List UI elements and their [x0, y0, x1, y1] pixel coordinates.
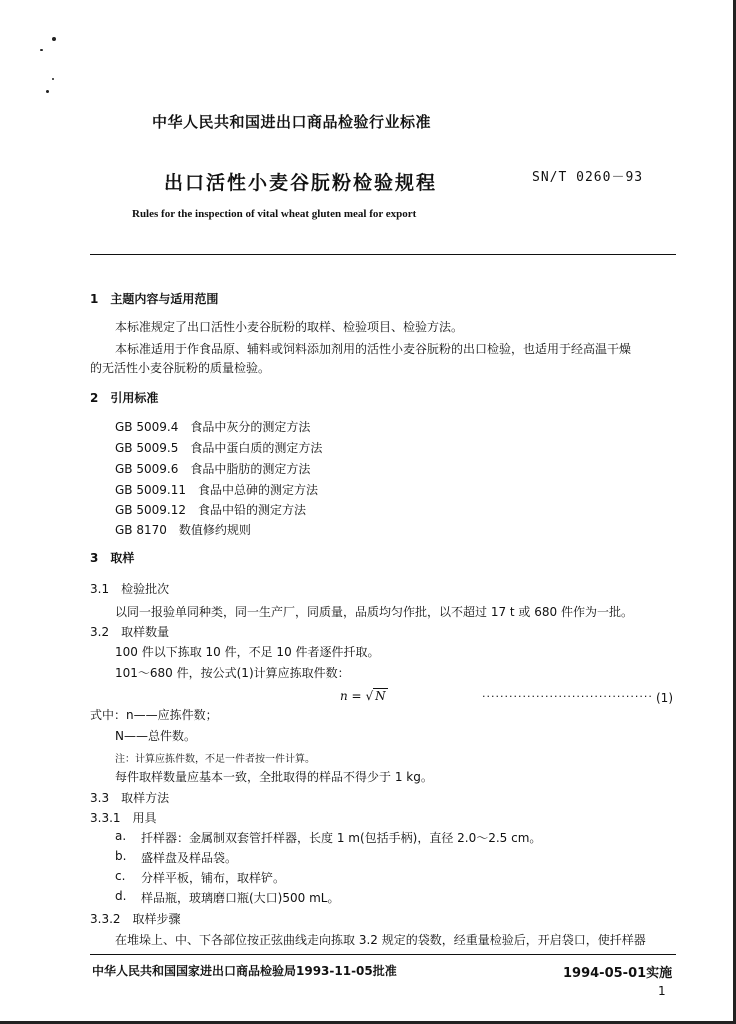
- section-2-heading: 2 引用标准: [90, 391, 159, 405]
- tool-item-text: 盛样盘及样品袋。: [141, 851, 238, 865]
- header-rule: [90, 254, 676, 255]
- reference-item: GB 5009.11 食品中总砷的测定方法: [115, 483, 318, 497]
- section-1-para-1: 本标准规定了出口活性小麦谷朊粉的取样、检验项目、检验方法。: [115, 320, 464, 334]
- section-3-3-2-text: 在堆垛上、中、下各部位按正弦曲线走向拣取 3.2 规定的袋数，经重量检验后，开启袋口，使扦样器: [115, 933, 646, 947]
- section-3-3-2-heading: 3.3.2 取样步骤: [90, 912, 181, 926]
- formula-where-2: N——总件数。: [115, 729, 196, 743]
- english-title: Rules for the inspection of vital wheat gluten meal for export: [132, 208, 417, 220]
- reference-item: GB 5009.5 食品中蛋白质的测定方法: [115, 441, 323, 455]
- tool-item-key: c.: [115, 869, 126, 883]
- section-1-para-2b: 的无活性小麦谷朊粉的质量检验。: [90, 361, 271, 375]
- page-number: 1: [658, 984, 666, 998]
- formula-radicand: N: [375, 689, 386, 703]
- approval-line: 中华人民共和国国家进出口商品检验局1993-11-05批准: [92, 964, 397, 978]
- formula-leader-dots: ······································: [482, 690, 653, 703]
- section-1-heading: 1 主题内容与适用范围: [90, 292, 219, 306]
- note: 注：计算应拣件数，不足一件者按一件计算。: [115, 754, 315, 765]
- sample-weight-text: 每件取样数量应基本一致，全批取得的样品不得少于 1 kg。: [115, 770, 433, 784]
- section-3-2-para-2: 101～680 件，按公式(1)计算应拣取件数：: [115, 666, 350, 680]
- effective-date: 1994-05-01实施: [563, 966, 673, 981]
- tool-item-text: 扦样器：金属制双套管扦样器，长度 1 m(包括手柄)，直径 2.0～2.5 cm。: [141, 831, 542, 845]
- section-3-heading: 3 取样: [90, 551, 135, 565]
- formula-lhs: n =: [340, 689, 362, 703]
- section-1-para-2a: 本标准适用于作食品原、辅料或饲料添加剂用的活性小麦谷朊粉的出口检验，也适用于经高温干燥: [115, 342, 632, 356]
- reference-item: GB 5009.12 食品中铅的测定方法: [115, 503, 306, 517]
- section-3-1-text: 以同一报验单同种类，同一生产厂，同质量，品质均匀作批，以不超过 17 t 或 680 件作为一批。: [115, 605, 633, 619]
- scan-speck: [52, 78, 54, 80]
- scan-speck: [52, 37, 56, 41]
- formula-where-1: 式中：n——应拣件数；: [90, 708, 218, 722]
- reference-item: GB 8170 数值修约规则: [115, 523, 251, 537]
- formula: n = √ N: [340, 689, 386, 703]
- tool-item-key: a.: [115, 829, 127, 843]
- tool-item-key: b.: [115, 849, 127, 863]
- footer-rule: [90, 954, 676, 955]
- formula-number: (1): [656, 691, 673, 705]
- reference-item: GB 5009.6 食品中脂肪的测定方法: [115, 462, 311, 476]
- section-3-3-heading: 3.3 取样方法: [90, 791, 170, 805]
- standard-code: SN/T 0260－93: [532, 170, 644, 185]
- section-3-2-para-1: 100 件以下拣取 10 件，不足 10 件者逐件扦取。: [115, 645, 380, 659]
- section-3-2-heading: 3.2 取样数量: [90, 625, 170, 639]
- reference-item: GB 5009.4 食品中灰分的测定方法: [115, 420, 311, 434]
- section-3-3-1-heading: 3.3.1 用具: [90, 811, 157, 825]
- document-title: 出口活性小麦谷朊粉检验规程: [164, 172, 438, 194]
- tool-item-key: d.: [115, 889, 127, 903]
- agency-heading: 中华人民共和国进出口商品检验行业标准: [152, 113, 432, 131]
- section-3-1-heading: 3.1 检验批次: [90, 582, 170, 596]
- tool-item-text: 分样平板，铺布，取样铲。: [141, 871, 286, 885]
- scan-speck: [40, 49, 43, 51]
- scan-speck: [46, 90, 49, 93]
- tool-item-text: 样品瓶，玻璃磨口瓶(大口)500 mL。: [141, 891, 340, 905]
